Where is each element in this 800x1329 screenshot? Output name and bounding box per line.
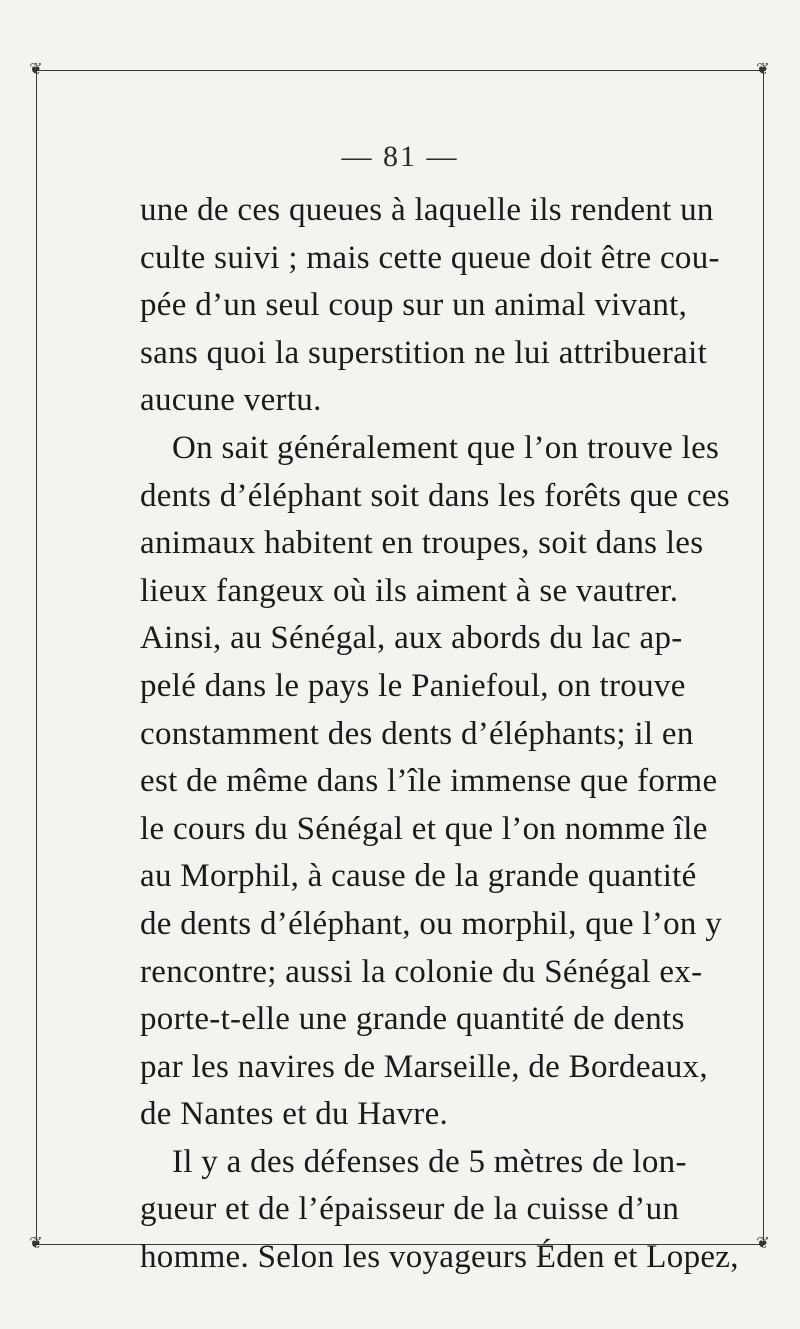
page-number: — 81 — [341, 140, 459, 173]
text-line-23: homme. Selon les voyageurs Éden et Lopez, [140, 1239, 739, 1276]
text-line-3: pée d’un seul coup sur un animal vivant, [140, 287, 688, 324]
text-line-12: constamment des dents d’éléphants; il en [140, 715, 694, 752]
text-line-4: sans quoi la superstition ne lui attribuerait [140, 334, 708, 371]
fleuron-top-left-icon: ❦ [29, 61, 43, 78]
text-line-7: dents d’éléphant soit dans les forêts que ces [140, 477, 730, 514]
text-line-13: est de même dans l’île immense que forme [140, 763, 718, 800]
fleuron-top-right-icon: ❦ [756, 61, 770, 78]
text-line-21: Il y a des défenses de 5 mètres de lon- [172, 1143, 687, 1180]
text-line-8: animaux habitent en troupes, soit dans les [140, 525, 704, 562]
body-text [140, 187, 739, 1282]
frame-top-rule [36, 70, 764, 71]
fleuron-bottom-left-icon: ❦ [29, 1235, 43, 1252]
text-line-1: une de ces queues à laquelle ils rendent un [140, 192, 714, 228]
frame-right-rule [763, 70, 764, 1245]
text-line-20: de Nantes et du Havre. [140, 1096, 449, 1133]
text-line-19: par les navires de Marseille, de Bordeaux, [140, 1048, 708, 1085]
text-line-18: porte-t-elle une grande quantité de dents [140, 1001, 685, 1038]
text-line-2: culte suivi ; mais cette queue doit être cou- [140, 239, 720, 276]
text-line-22: gueur et de l’épaisseur de la cuisse d’un [140, 1191, 680, 1228]
fleuron-bottom-right-icon: ❦ [756, 1235, 770, 1252]
text-line-6: On sait généralement que l’on trouve les [172, 429, 720, 466]
text-line-11: pelé dans le pays le Paniefoul, on trouve [140, 667, 686, 704]
text-line-14: le cours du Sénégal et que l’on nomme île [140, 810, 708, 847]
text-line-16: de dents d’éléphant, ou morphil, que l’on y [140, 905, 723, 942]
text-line-17: rencontre; aussi la colonie du Sénégal ex- [140, 953, 703, 990]
text-line-9: lieux fangeux où ils aiment à se vautrer. [140, 572, 679, 609]
text-line-10: Ainsi, au Sénégal, aux abords du lac ap- [140, 620, 683, 657]
text-line-5: aucune vertu. [140, 382, 322, 419]
frame-left-rule [36, 70, 37, 1245]
text-line-15: au Morphil, à cause de la grande quantité [140, 858, 697, 895]
